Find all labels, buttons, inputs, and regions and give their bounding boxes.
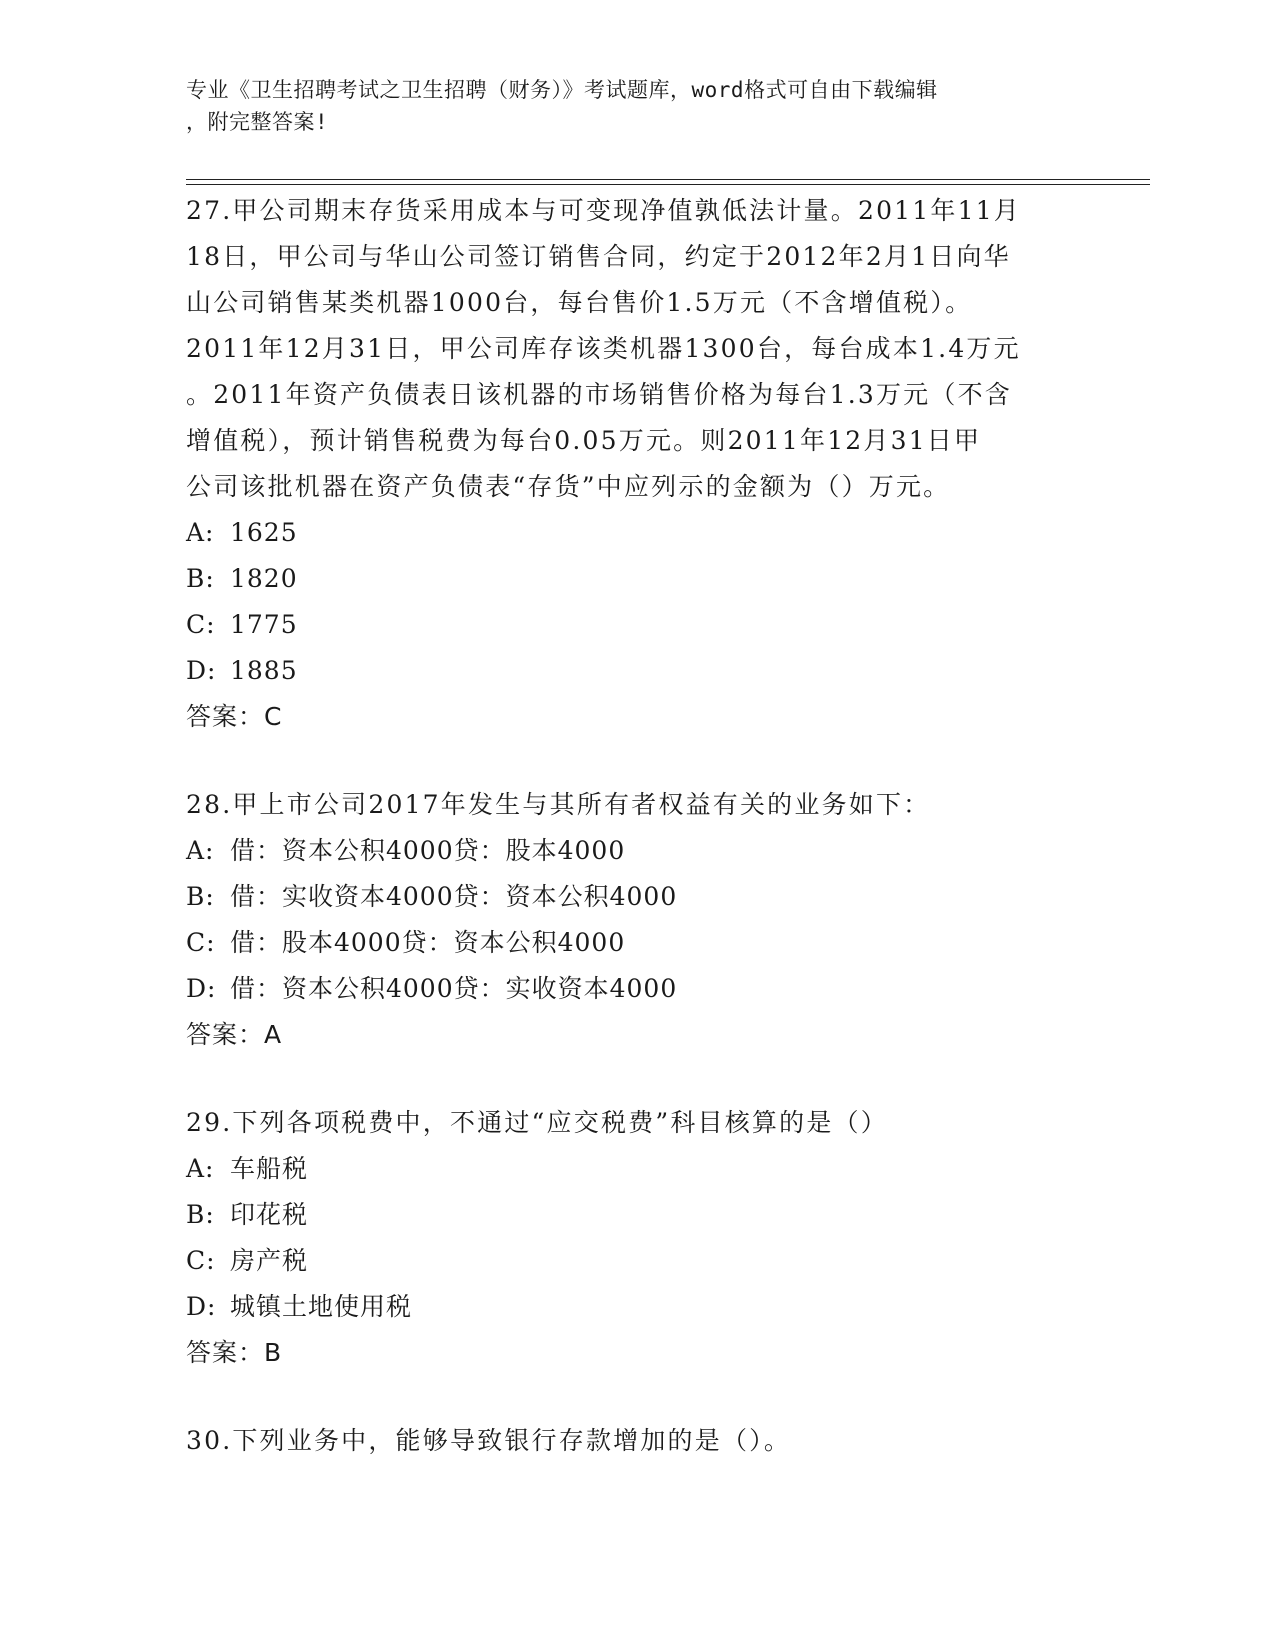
question-30 <box>186 1418 1086 1464</box>
option-text: 城镇土地使用税 <box>230 1292 413 1321</box>
option-label: D: <box>186 974 217 1003</box>
question-text-line: 2011年12月31日，甲公司库存该类机器1300台，每台成本1.4万元 <box>186 334 1021 363</box>
document-header <box>186 74 1066 138</box>
question-text-line: 29.下列各项税费中，不通过“应交税费”科目核算的是（） <box>186 1108 888 1137</box>
option-text: 1820 <box>230 564 298 593</box>
option-label: A: <box>186 1154 215 1183</box>
header-divider-top <box>186 179 1150 180</box>
answer-text: 答案：B <box>186 1338 283 1367</box>
question-27 <box>186 188 1086 740</box>
option-d <box>186 1284 1086 1330</box>
question-text-line: 27.甲公司期末存货采用成本与可变现净值孰低法计量。2011年11月 <box>186 196 1021 225</box>
question-29 <box>186 1100 1086 1376</box>
option-text: 1885 <box>230 656 298 685</box>
option-text: 借：资本公积4000贷：实收资本4000 <box>230 974 678 1003</box>
question-list <box>186 188 1086 1464</box>
question-text-line: 。2011年资产负债表日该机器的市场销售价格为每台1.3万元（不含 <box>186 380 1012 409</box>
option-b <box>186 874 1086 920</box>
question-text-line: 公司该批机器在资产负债表“存货”中应列示的金额为（）万元。 <box>186 472 951 501</box>
question-text-line: 30.下列业务中，能够导致银行存款增加的是（）。 <box>186 1426 792 1455</box>
option-text: 借：股本4000贷：资本公积4000 <box>230 928 626 957</box>
option-label: D: <box>186 656 217 685</box>
header-line-1: 专业《卫生招聘考试之卫生招聘（财务）》考试题库，word格式可自由下载编辑 <box>186 78 938 102</box>
option-d <box>186 966 1086 1012</box>
option-text: 1625 <box>230 518 298 547</box>
option-text: 车船税 <box>230 1154 309 1183</box>
option-label: D: <box>186 1292 217 1321</box>
option-label: A: <box>186 518 215 547</box>
option-c <box>186 602 1086 648</box>
option-label: B: <box>186 1200 215 1229</box>
option-text: 1775 <box>230 610 298 639</box>
question-text-line: 18日，甲公司与华山公司签订销售合同，约定于2012年2月1日向华 <box>186 242 1011 271</box>
option-c <box>186 1238 1086 1284</box>
answer-text: 答案：C <box>186 702 283 731</box>
option-label: C: <box>186 928 216 957</box>
answer-text: 答案：A <box>186 1020 283 1049</box>
option-text: 印花税 <box>230 1200 309 1229</box>
question-text-line: 增值税），预计销售税费为每台0.05万元。则2011年12月31日甲 <box>186 426 982 455</box>
option-b <box>186 1192 1086 1238</box>
question-text-line: 28.甲上市公司2017年发生与其所有者权益有关的业务如下： <box>186 790 931 819</box>
option-text: 房产税 <box>230 1246 309 1275</box>
option-label: A: <box>186 836 215 865</box>
option-label: C: <box>186 1246 216 1275</box>
option-d <box>186 648 1086 694</box>
option-label: B: <box>186 882 215 911</box>
header-line-2: ，附完整答案! <box>186 110 329 134</box>
option-b <box>186 556 1086 602</box>
option-a <box>186 1146 1086 1192</box>
option-text: 借：实收资本4000贷：资本公积4000 <box>230 882 678 911</box>
option-label: B: <box>186 564 215 593</box>
header-divider-bottom <box>186 184 1150 185</box>
option-a <box>186 510 1086 556</box>
option-text: 借：资本公积4000贷：股本4000 <box>230 836 626 865</box>
option-label: C: <box>186 610 216 639</box>
option-a <box>186 828 1086 874</box>
question-text-line: 山公司销售某类机器1000台，每台售价1.5万元（不含增值税）。 <box>186 288 973 317</box>
question-28 <box>186 782 1086 1058</box>
option-c <box>186 920 1086 966</box>
